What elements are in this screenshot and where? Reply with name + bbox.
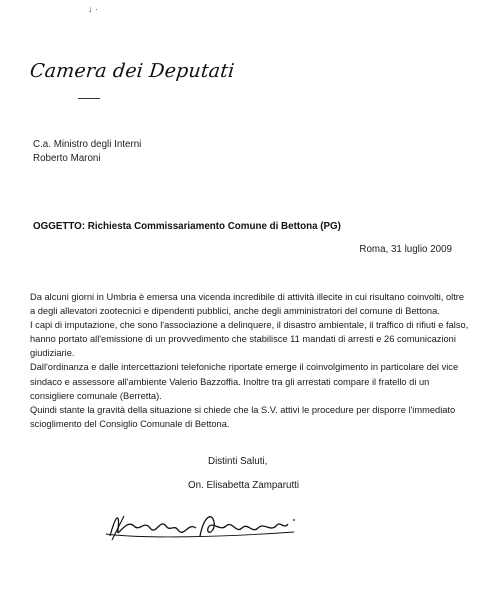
letterhead-title: Camera dei Deputati [28, 60, 236, 82]
body-line: Da alcuni giorni in Umbria è emersa una vicenda incredibile di attività illecite in cui risultano coinvolti, oltre [30, 292, 465, 302]
subject-line: OGGETTO: Richiesta Commissariamento Comune di Bettona (PG) [33, 221, 341, 232]
closing-salutation: Distinti Saluti, [208, 456, 268, 467]
body-line: consigliere comunale (Berretta). [30, 390, 162, 401]
body-line: giudiziarie. [30, 348, 75, 359]
scan-mark: ↓ · [88, 4, 98, 14]
signer-name: On. Elisabetta Zamparutti [188, 480, 300, 491]
body-line: scioglimento del Consiglio Comunale di Bettona. [30, 418, 230, 429]
handwritten-signature [104, 506, 314, 551]
letterhead-rule [78, 98, 100, 99]
place-date: Roma, 31 luglio 2009 [359, 244, 452, 255]
recipient-line-2: Roberto Maroni [33, 153, 101, 164]
body-line: hanno portato all'emissione di un provvedimento che stabilisce 11 mandati di arresti e 26 comunicazioni [30, 334, 456, 345]
body-line: Quindi stante la gravità della situazione si chiede che la S.V. attivi le procedure per disporre l'immediato [30, 404, 456, 415]
body-line: I capi di imputazione, che sono l'associazione a delinquere, il disastro ambientale, il traffico di rifiuti e falso, [30, 320, 469, 331]
body-line: a degli allevatori zootecnici e dipendenti pubblici, anche degli amministratori del comune di Bettona. [30, 306, 440, 317]
body-line: sindaco e assessore all'ambiente Valerio Bazzoffia. Inoltre tra gli arrestati compare il fratello di un [30, 376, 430, 387]
body-line: Dall'ordinanza e dalle intercettazioni telefoniche riportate emerge il coinvolgimento in particolare del vice [30, 362, 459, 373]
letter-body [30, 290, 480, 431]
signature-scribble [104, 506, 314, 546]
recipient-line-1: C.a. Ministro degli Interni [33, 139, 142, 150]
